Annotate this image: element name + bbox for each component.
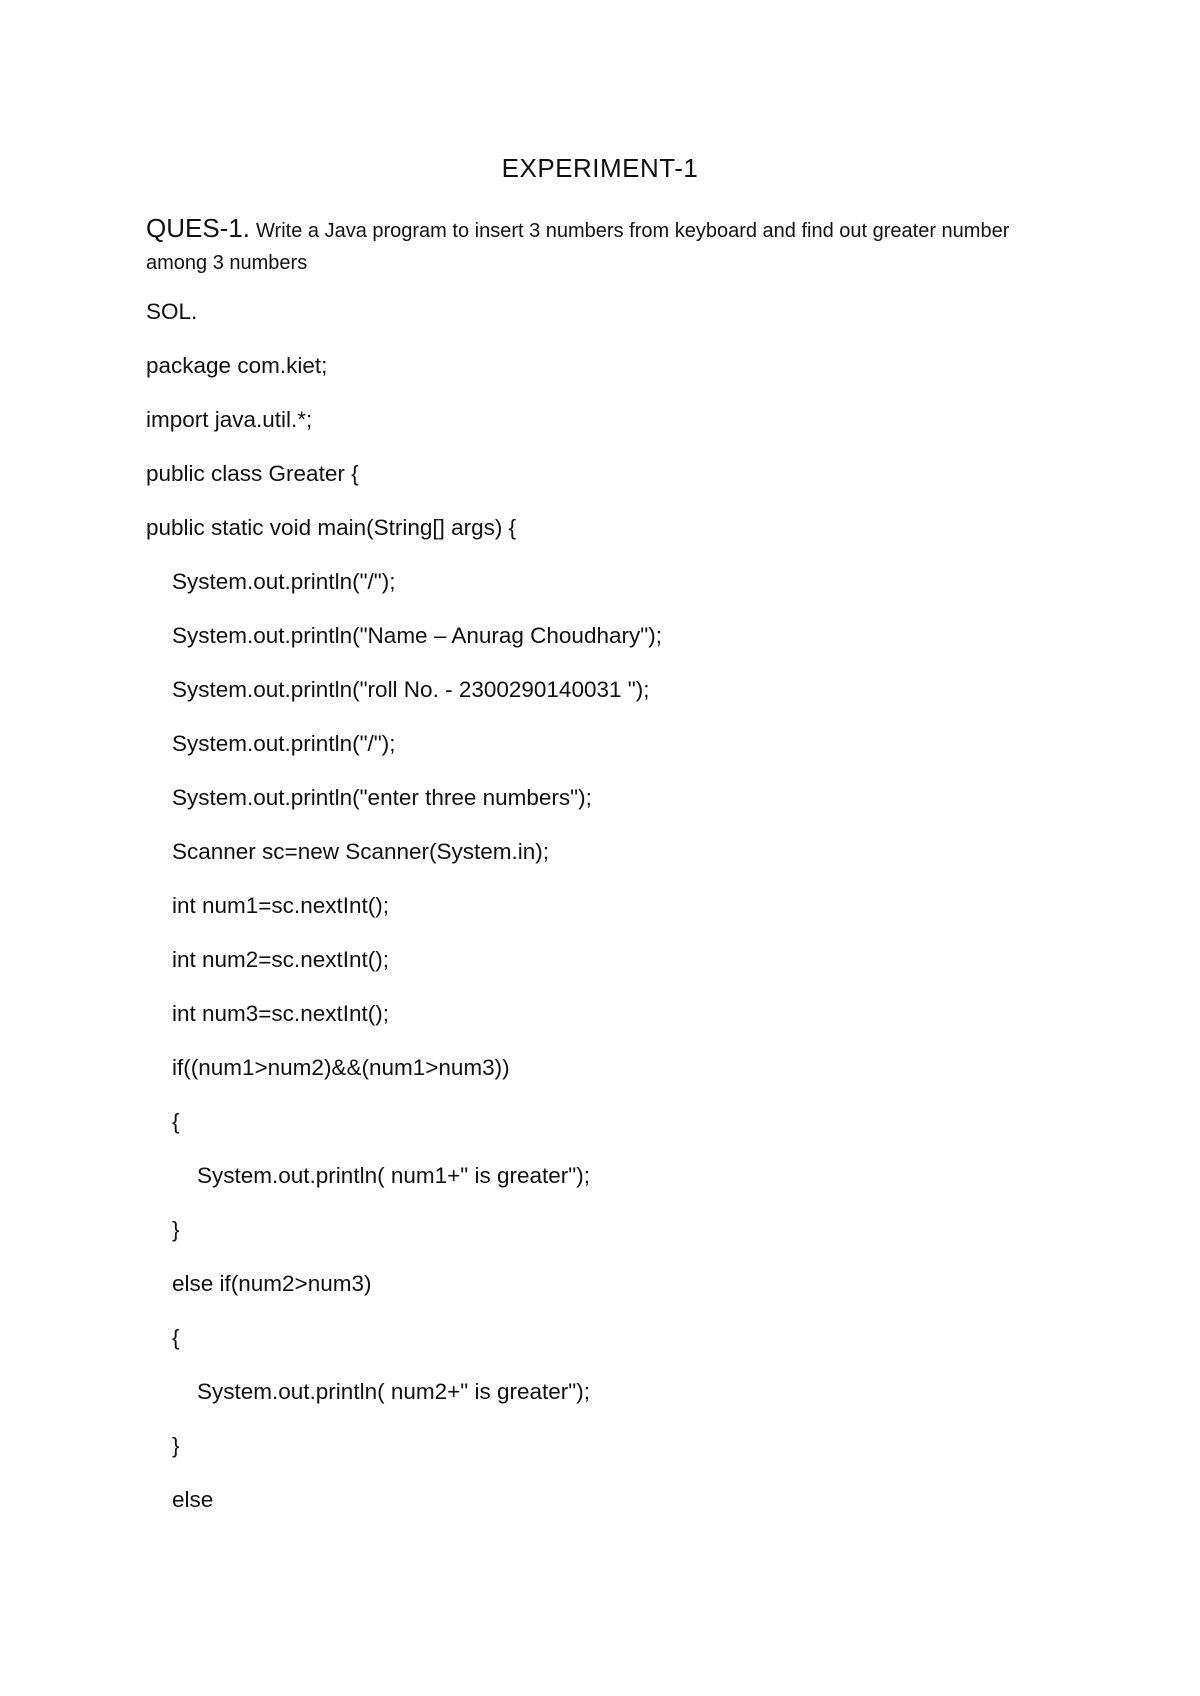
code-line: { (172, 1325, 180, 1350)
solution-label: SOL. (146, 299, 198, 324)
code-line: System.out.println("/"); (172, 731, 396, 756)
code-line: System.out.println( num1+" is greater"); (197, 1163, 591, 1188)
code-line: import java.util.*; (146, 407, 313, 432)
code-line: System.out.println("/"); (172, 569, 396, 594)
question-text-line-2: among 3 numbers (146, 252, 308, 274)
code-line: } (172, 1217, 180, 1242)
code-line: Scanner sc=new Scanner(System.in); (172, 839, 550, 864)
code-line: int num1=sc.nextInt(); (172, 893, 389, 918)
code-line: System.out.println("roll No. - 2300290140031 "); (172, 677, 650, 702)
page-title: EXPERIMENT-1 (501, 153, 699, 183)
code-line: public class Greater { (146, 461, 359, 486)
question-line-1 (146, 211, 1066, 248)
question-text-line-1: Write a Java program to insert 3 numbers from keyboard and find out greater number (256, 220, 1010, 242)
code-line: System.out.println("enter three numbers"); (172, 785, 592, 810)
code-line: System.out.println("Name – Anurag Choudhary"); (172, 623, 662, 648)
question-label: QUES-1. (146, 213, 251, 243)
code-line: int num2=sc.nextInt(); (172, 947, 389, 972)
code-line: if((num1>num2)&&(num1>num3)) (172, 1055, 510, 1080)
code-line: System.out.println( num2+" is greater"); (197, 1379, 591, 1404)
code-line: } (172, 1433, 180, 1458)
code-line: { (172, 1109, 180, 1134)
code-line: int num3=sc.nextInt(); (172, 1001, 389, 1026)
code-line: else (172, 1487, 214, 1512)
code-line: package com.kiet; (146, 353, 328, 378)
code-line: public static void main(String[] args) { (146, 515, 517, 540)
question-block (146, 211, 1066, 278)
code-line: else if(num2>num3) (172, 1271, 372, 1296)
